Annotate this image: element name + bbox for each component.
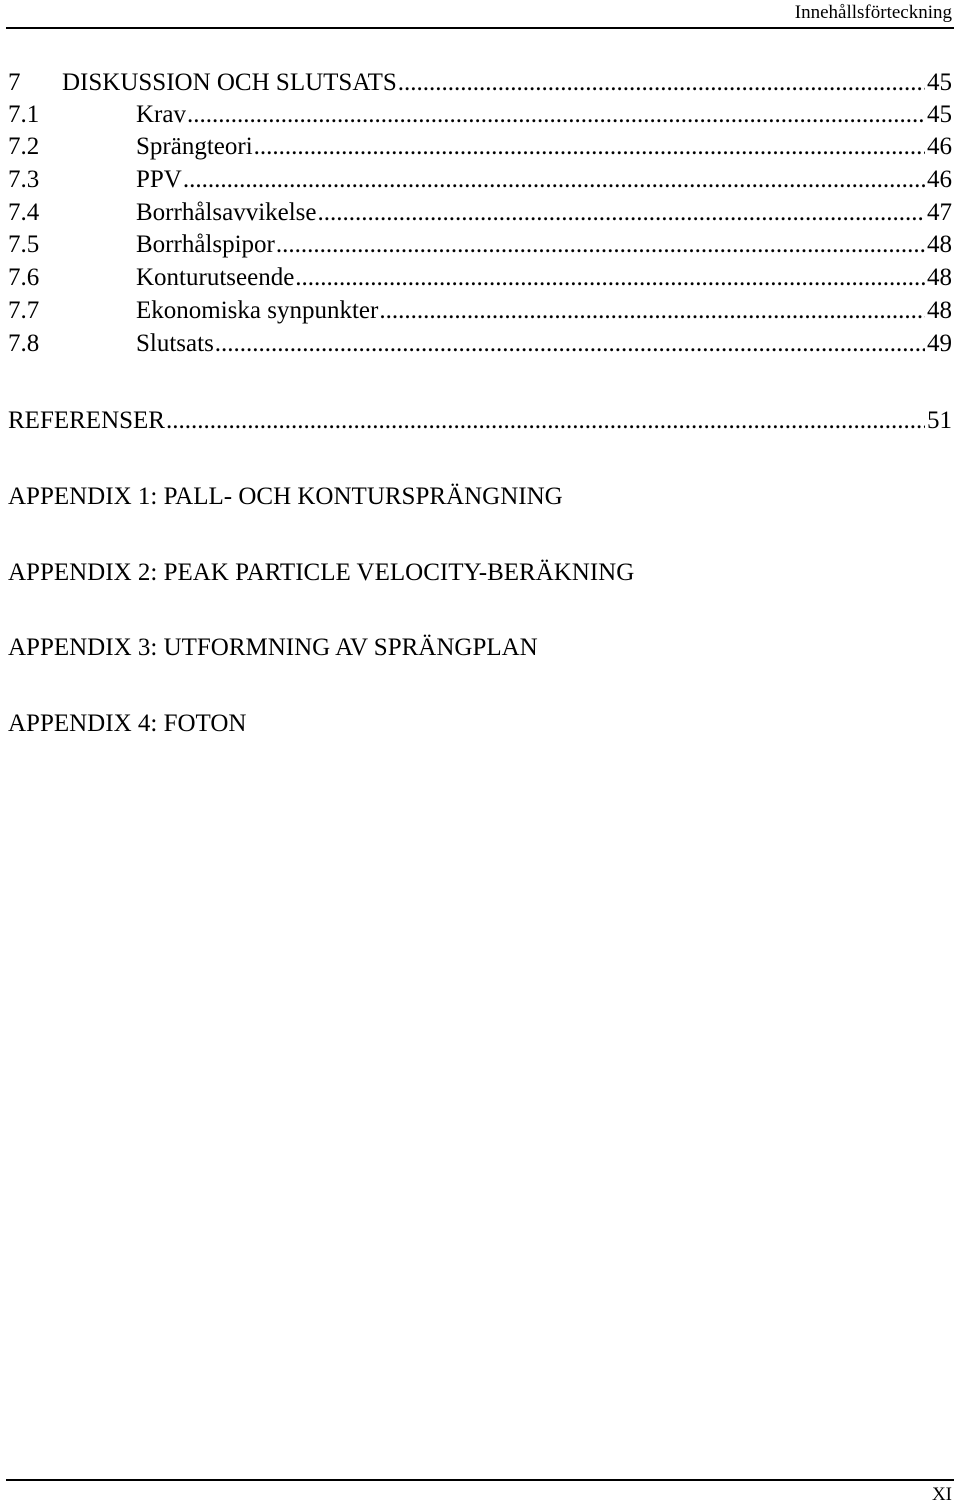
footer-rule	[6, 1479, 954, 1481]
toc-entry	[8, 99, 952, 131]
dot-leader	[215, 328, 925, 360]
toc-entry-number: 7.2	[8, 133, 40, 160]
toc-entry-page: 49	[927, 330, 952, 357]
toc-entry-page: 48	[927, 264, 952, 291]
toc-entry-number: 7.6	[8, 264, 40, 291]
dot-leader	[166, 405, 925, 437]
toc-entry-number: 7.4	[8, 199, 40, 226]
toc-entry-title: Krav	[136, 101, 186, 128]
toc-entry	[8, 164, 952, 196]
toc-entry-page: 46	[927, 133, 952, 160]
toc-entry-title: DISKUSSION OCH SLUTSATS	[62, 69, 397, 96]
dot-leader	[318, 197, 925, 229]
toc-entry-number: 7	[8, 69, 21, 96]
toc-entry-page: 46	[927, 166, 952, 193]
toc-entry-title: Slutsats	[136, 330, 214, 357]
appendix-entry: APPENDIX 2: PEAK PARTICLE VELOCITY-BERÄKNING	[8, 559, 635, 586]
toc-entry-page: 48	[927, 231, 952, 258]
toc-entry-chapter	[8, 67, 952, 99]
toc-entry	[8, 328, 952, 360]
running-header: Innehållsförteckning	[794, 2, 952, 23]
toc-entry-page: 47	[927, 199, 952, 226]
toc-entry-number: 7.3	[8, 166, 40, 193]
toc-entry-title: PPV	[136, 166, 182, 193]
toc-entry-title: Borrhålsavvikelse	[136, 199, 317, 226]
toc-entry	[8, 295, 952, 327]
toc-entry	[8, 262, 952, 294]
toc-entry	[8, 197, 952, 229]
toc-entry-title: Ekonomiska synpunkter	[136, 297, 379, 324]
toc-entry-title: Borrhålspipor	[136, 231, 275, 258]
toc-entry-number: 7.1	[8, 101, 40, 128]
toc-entry	[8, 131, 952, 163]
toc-entry-page: 45	[927, 101, 952, 128]
toc-entry-number: 7.5	[8, 231, 40, 258]
page-number: XI	[931, 1484, 952, 1505]
toc-entry-title: REFERENSER	[8, 407, 165, 434]
dot-leader	[295, 262, 925, 294]
toc-entry-title: Konturutseende	[136, 264, 295, 291]
dot-leader	[187, 99, 925, 131]
toc-entry	[8, 229, 952, 261]
toc-entry-page: 45	[927, 69, 952, 96]
dot-leader	[254, 131, 925, 163]
toc-entry-references	[8, 405, 952, 437]
appendix-entry: APPENDIX 1: PALL- OCH KONTURSPRÄNGNING	[8, 483, 563, 510]
dot-leader	[379, 295, 925, 327]
dot-leader	[183, 164, 925, 196]
toc-entry-page: 48	[927, 297, 952, 324]
dot-leader	[276, 229, 925, 261]
appendix-entry: APPENDIX 4: FOTON	[8, 710, 247, 737]
toc-entry-number: 7.8	[8, 330, 40, 357]
toc-entry-number: 7.7	[8, 297, 40, 324]
appendix-entry: APPENDIX 3: UTFORMNING AV SPRÄNGPLAN	[8, 634, 538, 661]
toc-entry-title: Sprängteori	[136, 133, 253, 160]
header-rule	[6, 27, 954, 29]
dot-leader	[398, 67, 925, 99]
toc-entry-page: 51	[927, 407, 952, 434]
